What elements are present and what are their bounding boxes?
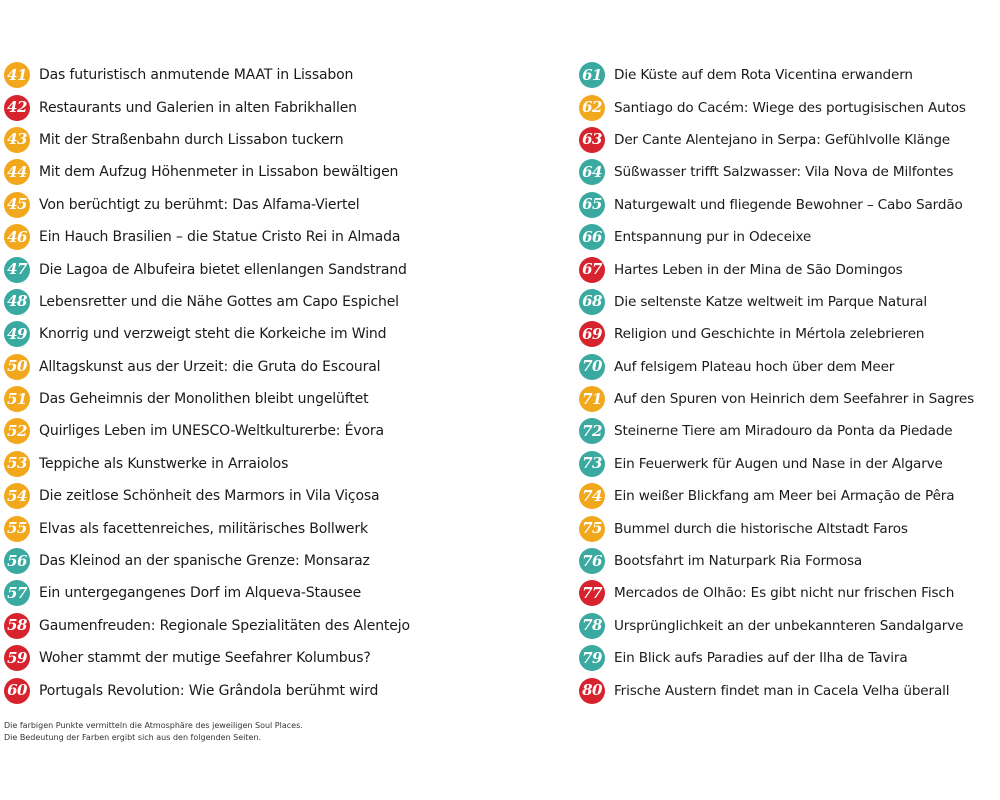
list-item bbox=[579, 221, 1000, 253]
list-item bbox=[4, 253, 564, 285]
entry-title: Woher stammt der mutige Seefahrer Kolumbus? bbox=[39, 650, 371, 667]
entry-title: Das Geheimnis der Monolithen bleibt ungelüftet bbox=[39, 391, 369, 408]
list-item bbox=[4, 318, 564, 350]
list-item bbox=[579, 253, 1000, 285]
entry-title: Santiago do Cacém: Wiege des portugisischen Autos bbox=[614, 99, 966, 116]
entry-title: Mit dem Aufzug Höhenmeter in Lissabon bewältigen bbox=[39, 164, 399, 181]
list-item bbox=[579, 286, 1000, 318]
list-item bbox=[4, 545, 564, 577]
list-item bbox=[579, 59, 1000, 91]
entry-title: Portugals Revolution: Wie Grândola berühmt wird bbox=[39, 682, 379, 699]
list-item bbox=[579, 318, 1000, 350]
entry-title: Gaumenfreuden: Regionale Spezialitäten des Alentejo bbox=[39, 617, 410, 634]
list-item bbox=[4, 286, 564, 318]
number-badge: 58 bbox=[4, 613, 30, 639]
entry-title: Bummel durch die historische Altstadt Faros bbox=[614, 520, 908, 537]
list-item bbox=[4, 610, 564, 642]
entry-title: Bootsfahrt im Naturpark Ria Formosa bbox=[614, 553, 863, 570]
left-list bbox=[4, 59, 564, 707]
entry-title: Die zeitlose Schönheit des Marmors in Vila Viçosa bbox=[39, 488, 380, 505]
list-item bbox=[579, 448, 1000, 480]
number-badge: 72 bbox=[579, 418, 605, 444]
list-item bbox=[4, 383, 564, 415]
list-item bbox=[579, 610, 1000, 642]
right-list bbox=[579, 59, 1000, 707]
list-item bbox=[579, 383, 1000, 415]
footnote-line-1: Die farbigen Punkte vermitteln die Atmosphäre des jeweiligen Soul Places. bbox=[4, 721, 303, 730]
number-badge: 77 bbox=[579, 580, 605, 606]
number-badge: 62 bbox=[579, 95, 605, 121]
number-badge: 78 bbox=[579, 613, 605, 639]
list-item bbox=[579, 91, 1000, 123]
entry-title: Hartes Leben in der Mina de São Domingos bbox=[614, 261, 903, 278]
number-badge: 66 bbox=[579, 224, 605, 250]
number-badge: 73 bbox=[579, 451, 605, 477]
number-badge: 48 bbox=[4, 289, 30, 315]
entry-title: Frische Austern findet man in Cacela Velha überall bbox=[614, 682, 950, 699]
list-item bbox=[579, 351, 1000, 383]
number-badge: 49 bbox=[4, 321, 30, 347]
number-badge: 54 bbox=[4, 483, 30, 509]
list-item bbox=[4, 448, 564, 480]
number-badge: 41 bbox=[4, 62, 30, 88]
list-item bbox=[579, 674, 1000, 706]
number-badge: 50 bbox=[4, 354, 30, 380]
list-item bbox=[4, 189, 564, 221]
list-item bbox=[579, 189, 1000, 221]
entry-title: Der Cante Alentejano in Serpa: Gefühlvolle Klänge bbox=[614, 131, 951, 148]
number-badge: 55 bbox=[4, 516, 30, 542]
list-item bbox=[4, 124, 564, 156]
number-badge: 45 bbox=[4, 192, 30, 218]
number-badge: 67 bbox=[579, 257, 605, 283]
entry-title: Religion und Geschichte in Mértola zelebrieren bbox=[614, 326, 925, 343]
list-item bbox=[579, 124, 1000, 156]
list-item bbox=[4, 221, 564, 253]
number-badge: 68 bbox=[579, 289, 605, 315]
number-badge: 64 bbox=[579, 159, 605, 185]
number-badge: 53 bbox=[4, 451, 30, 477]
entry-title: Die Lagoa de Albufeira bietet ellenlangen Sandstrand bbox=[39, 261, 407, 278]
entry-title: Ein untergegangenes Dorf im Alqueva-Stausee bbox=[39, 585, 362, 602]
number-badge: 79 bbox=[579, 645, 605, 671]
number-badge: 71 bbox=[579, 386, 605, 412]
number-badge: 56 bbox=[4, 548, 30, 574]
number-badge: 63 bbox=[579, 127, 605, 153]
number-badge: 70 bbox=[579, 354, 605, 380]
number-badge: 43 bbox=[4, 127, 30, 153]
entry-title: Knorrig und verzweigt steht die Korkeiche im Wind bbox=[39, 326, 387, 343]
entry-title: Steinerne Tiere am Miradouro da Ponta da Piedade bbox=[614, 423, 953, 440]
entry-title: Die Küste auf dem Rota Vicentina erwandern bbox=[614, 67, 913, 84]
number-badge: 59 bbox=[4, 645, 30, 671]
entry-title: Das futuristisch anmutende MAAT in Lissabon bbox=[39, 67, 354, 84]
footnote-line-2: Die Bedeutung der Farben ergibt sich aus den folgenden Seiten. bbox=[4, 733, 262, 742]
number-badge: 74 bbox=[579, 483, 605, 509]
list-item bbox=[579, 480, 1000, 512]
list-item bbox=[4, 642, 564, 674]
entry-title: Quirliges Leben im UNESCO-Weltkulturerbe: Évora bbox=[39, 423, 384, 440]
entry-title: Das Kleinod an der spanische Grenze: Monsaraz bbox=[39, 553, 370, 570]
number-badge: 75 bbox=[579, 516, 605, 542]
list-item bbox=[579, 642, 1000, 674]
number-badge: 60 bbox=[4, 678, 30, 704]
entry-title: Mercados de Olhão: Es gibt nicht nur frischen Fisch bbox=[614, 585, 955, 602]
entry-title: Ursprünglichkeit an der unbekannteren Sandalgarve bbox=[614, 617, 964, 634]
number-badge: 46 bbox=[4, 224, 30, 250]
number-badge: 57 bbox=[4, 580, 30, 606]
entry-title: Restaurants und Galerien in alten Fabrikhallen bbox=[39, 99, 357, 116]
entry-title: Elvas als facettenreiches, militärisches Bollwerk bbox=[39, 520, 368, 537]
entry-title: Naturgewalt und fliegende Bewohner – Cabo Sardão bbox=[614, 196, 963, 213]
list-item bbox=[579, 512, 1000, 544]
list-item bbox=[4, 91, 564, 123]
entry-title: Teppiche als Kunstwerke in Arraiolos bbox=[39, 455, 289, 472]
list-item bbox=[4, 156, 564, 188]
entry-title: Die seltenste Katze weltweit im Parque Natural bbox=[614, 293, 927, 310]
entry-title: Ein Feuerwerk für Augen und Nase in der Algarve bbox=[614, 455, 943, 472]
entry-title: Entspannung pur in Odeceixe bbox=[614, 229, 812, 246]
list-item bbox=[4, 415, 564, 447]
number-badge: 51 bbox=[4, 386, 30, 412]
entry-title: Auf den Spuren von Heinrich dem Seefahrer in Sagres bbox=[614, 391, 975, 408]
list-item bbox=[4, 480, 564, 512]
number-badge: 80 bbox=[579, 678, 605, 704]
entry-title: Mit der Straßenbahn durch Lissabon tuckern bbox=[39, 131, 344, 148]
entry-title: Ein Hauch Brasilien – die Statue Cristo Rei in Almada bbox=[39, 229, 401, 246]
list-item bbox=[4, 59, 564, 91]
number-badge: 42 bbox=[4, 95, 30, 121]
footnote bbox=[4, 720, 303, 744]
list-item bbox=[4, 674, 564, 706]
entry-title: Süßwasser trifft Salzwasser: Vila Nova de Milfontes bbox=[614, 164, 954, 181]
entry-title: Lebensretter und die Nähe Gottes am Capo Espichel bbox=[39, 293, 399, 310]
list-item bbox=[579, 577, 1000, 609]
list-item bbox=[579, 156, 1000, 188]
list-item bbox=[4, 351, 564, 383]
list-item bbox=[4, 577, 564, 609]
number-badge: 44 bbox=[4, 159, 30, 185]
entry-title: Von berüchtigt zu berühmt: Das Alfama-Viertel bbox=[39, 196, 360, 213]
entry-title: Alltagskunst aus der Urzeit: die Gruta do Escoural bbox=[39, 358, 381, 375]
number-badge: 65 bbox=[579, 192, 605, 218]
list-item bbox=[579, 415, 1000, 447]
entry-title: Ein Blick aufs Paradies auf der Ilha de Tavira bbox=[614, 650, 908, 667]
list-item bbox=[579, 545, 1000, 577]
number-badge: 76 bbox=[579, 548, 605, 574]
entry-title: Auf felsigem Plateau hoch über dem Meer bbox=[614, 358, 895, 375]
entry-title: Ein weißer Blickfang am Meer bei Armação de Pêra bbox=[614, 488, 955, 505]
number-badge: 69 bbox=[579, 321, 605, 347]
list-item bbox=[4, 512, 564, 544]
number-badge: 52 bbox=[4, 418, 30, 444]
number-badge: 61 bbox=[579, 62, 605, 88]
number-badge: 47 bbox=[4, 257, 30, 283]
